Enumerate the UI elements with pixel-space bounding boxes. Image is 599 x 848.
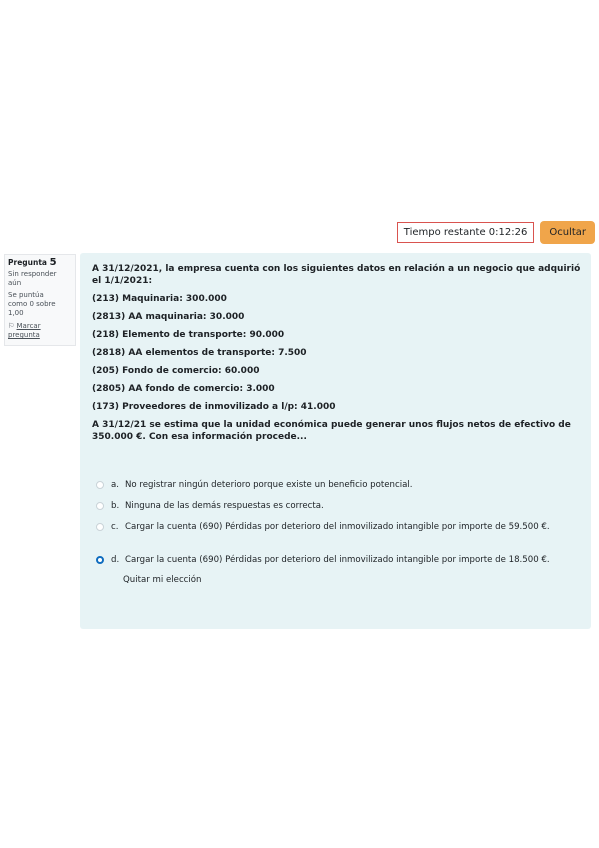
grade-line: como 0 sobre: [8, 300, 56, 308]
option-text: Ninguna de las demás respuestas es correcta.: [125, 501, 324, 511]
question-heading: [8, 258, 72, 267]
time-remaining: Tiempo restante 0:12:26: [397, 222, 535, 243]
answer-option-a[interactable]: [92, 479, 587, 492]
option-letter: a.: [111, 480, 119, 490]
status-line: aún: [8, 279, 22, 287]
answer-options: [92, 479, 591, 585]
option-letter: b.: [111, 501, 120, 511]
question-text: [92, 263, 582, 443]
question-line: (218) Elemento de transporte: 90.000: [92, 330, 285, 340]
question-word: Pregunta: [8, 258, 47, 267]
radio-b[interactable]: [96, 502, 104, 510]
status-line: Sin responder: [8, 270, 57, 278]
answer-option-d[interactable]: [92, 554, 587, 567]
hide-timer-button[interactable]: Ocultar: [540, 221, 595, 244]
question-number: 5: [49, 257, 57, 268]
radio-c[interactable]: [96, 523, 104, 531]
question-line: A 31/12/2021, la empresa cuenta con los siguientes datos en relación a un negocio que adquirió el 1/1/2021:: [92, 264, 581, 286]
flag-label: pregunta: [8, 331, 40, 339]
grade-line: Se puntúa: [8, 291, 44, 299]
flag-icon: ⚐: [8, 322, 15, 330]
flag-label: Marcar: [16, 322, 41, 330]
clear-choice-link[interactable]: Quitar mi elección: [123, 575, 202, 585]
question-line: (205) Fondo de comercio: 60.000: [92, 366, 260, 376]
answer-option-c[interactable]: [92, 521, 587, 534]
question-line: A 31/12/21 se estima que la unidad económica puede generar unos flujos netos de efectivo de 350.000 €. Con esa información procede...: [92, 420, 571, 442]
option-letter: d.: [111, 555, 120, 565]
grade-line: 1,00: [8, 309, 24, 317]
radio-a[interactable]: [96, 481, 104, 489]
option-text: No registrar ningún deterioro porque existe un beneficio potencial.: [125, 480, 413, 490]
question-line: (2813) AA maquinaria: 30.000: [92, 312, 245, 322]
question-status: [8, 270, 72, 288]
question-info-panel: [4, 254, 76, 346]
question-card: [80, 253, 591, 629]
option-letter: c.: [111, 522, 119, 532]
question-grade: [8, 291, 72, 318]
answer-option-b[interactable]: [92, 500, 587, 513]
radio-d[interactable]: [96, 556, 104, 564]
flag-question-link[interactable]: [8, 322, 72, 340]
timer-bar: [397, 221, 595, 244]
question-line: (2805) AA fondo de comercio: 3.000: [92, 384, 275, 394]
question-line: (173) Proveedores de inmovilizado a l/p: 41.000: [92, 402, 336, 412]
option-text: Cargar la cuenta (690) Pérdidas por deterioro del inmovilizado intangible por importe de 59.500 €.: [125, 522, 550, 532]
option-text: Cargar la cuenta (690) Pérdidas por deterioro del inmovilizado intangible por importe de 18.500 €.: [125, 555, 550, 565]
question-line: (2818) AA elementos de transporte: 7.500: [92, 348, 307, 358]
question-line: (213) Maquinaria: 300.000: [92, 294, 227, 304]
